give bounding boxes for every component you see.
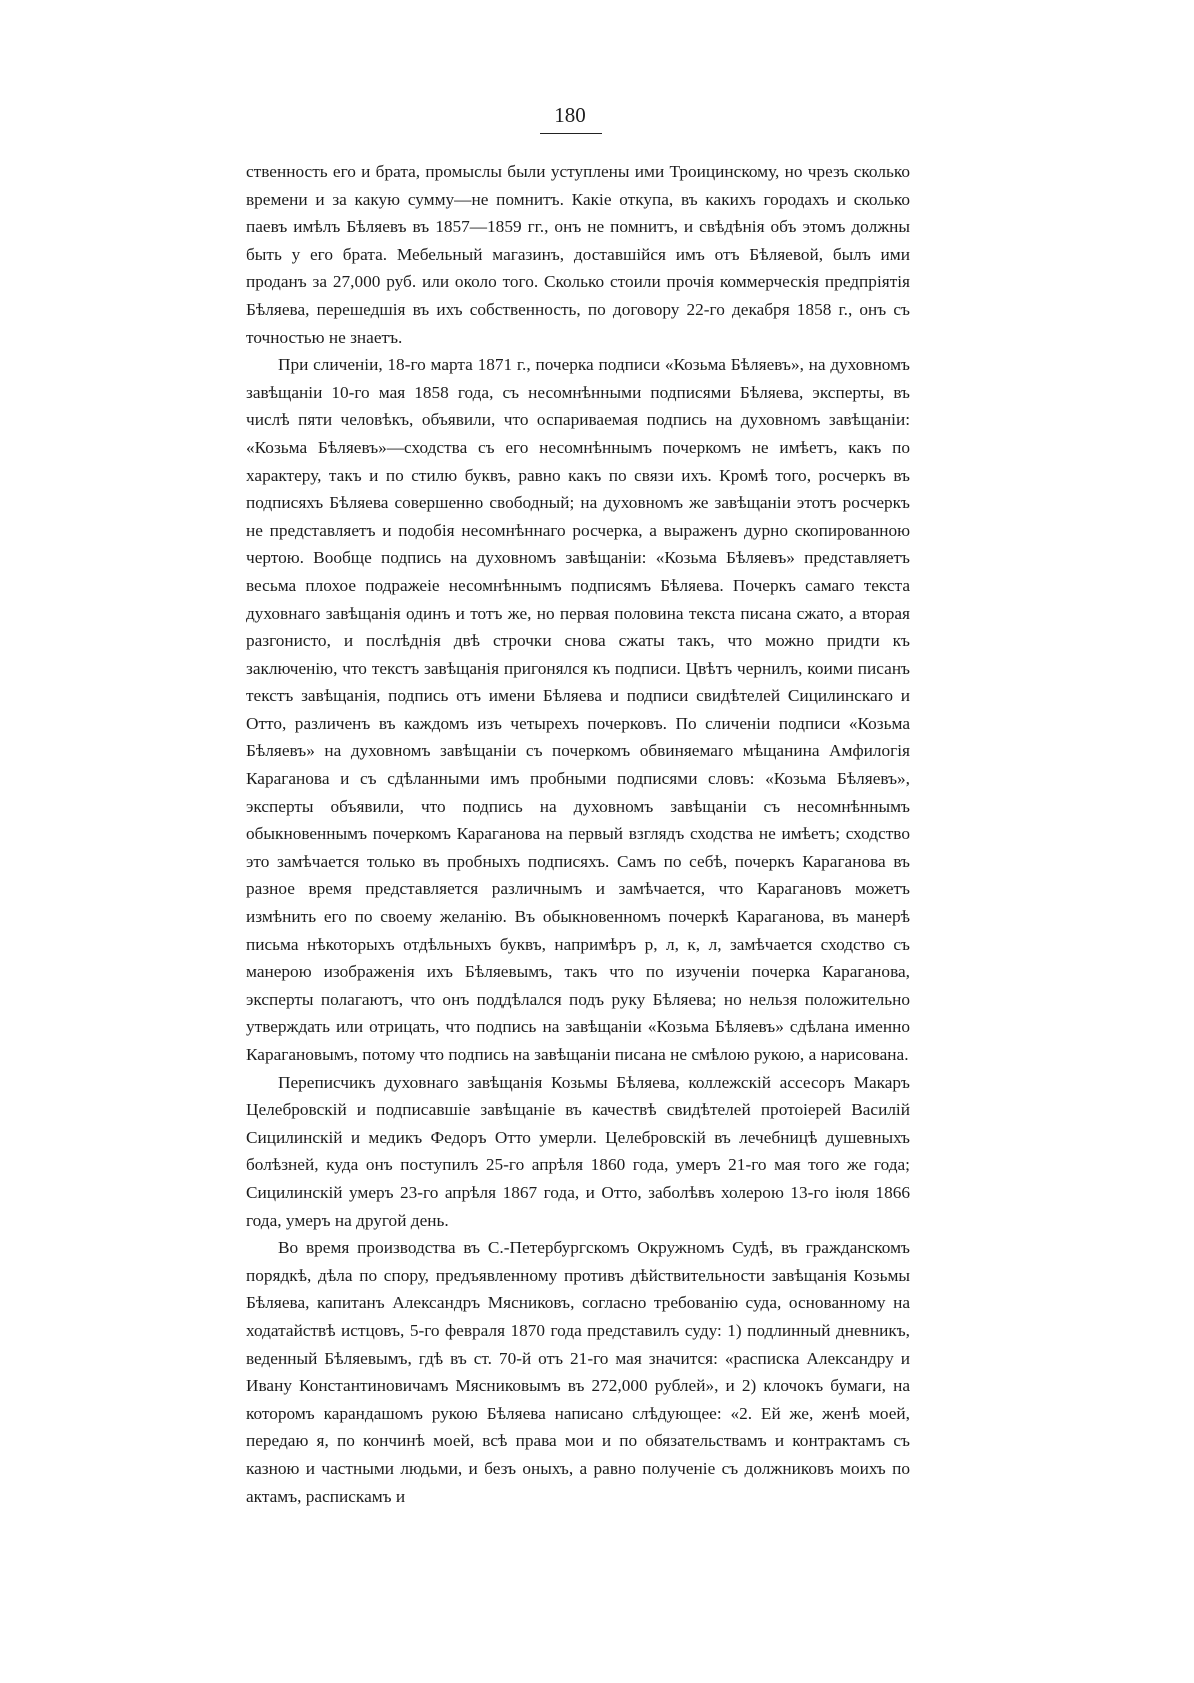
page-number-rule xyxy=(540,133,602,134)
body-text xyxy=(246,158,910,1510)
paragraph-continuation: ственность его и брата, промыслы были уступлены ими Троицинскому, но чрезъ сколько времени и за какую сумму—не помнитъ. Какіе откупа, въ какихъ городахъ и сколько паевъ имѣлъ Бѣляевъ въ 1857—1859 гг., онъ не помнитъ, и свѣдѣнія объ этомъ должны быть у его брата. Мебельный магазинъ, доставшійся имъ отъ Бѣляевой, былъ ими проданъ за 27,000 руб. или около того. Сколько стоили прочія коммерческія предпріятія Бѣляева, перешедшія въ ихъ собственность, по договору 22-го декабря 1858 г., онъ съ точностью не знаетъ. xyxy=(246,162,910,347)
paragraph-signature-comparison: При сличеніи, 18-го марта 1871 г., почерка подписи «Козьма Бѣляевъ», на духовномъ завѣщаніи 10-го мая 1858 года, съ несомнѣнными подписями Бѣляева, эксперты, въ числѣ пяти человѣкъ, объявили, что оспариваемая подпись на духовномъ завѣщаніи: «Козьма Бѣляевъ»—сходства съ его несомнѣннымъ почеркомъ не имѣетъ, какъ по характеру, такъ и по стилю буквъ, равно какъ по связи ихъ. Кромѣ того, росчеркъ въ подписяхъ Бѣляева совершенно свободный; на духовномъ же завѣщаніи этотъ росчеркъ не представляетъ и подобія несомнѣннаго росчерка, а выраженъ дурно скопированною чертою. Вообще подпись на духовномъ завѣщаніи: «Козьма Бѣляевъ» представляетъ весьма плохое подражеіе несомнѣннымъ подписямъ Бѣляева. Почеркъ самаго текста духовнаго завѣщанія одинъ и тотъ же, но первая половина текста писана сжато, а вторая разгонисто, и послѣднія двѣ строчки снова сжаты такъ, что можно придти къ заключенію, что текстъ завѣщанія пригонялся къ подписи. Цвѣтъ чернилъ, коими писанъ текстъ завѣщанія, подпись отъ имени Бѣляева и подписи свидѣтелей Сицилинскаго и Отто, различенъ въ каждомъ изъ четырехъ почерковъ. По сличеніи подписи «Козьма Бѣляевъ» на духовномъ завѣщаніи съ почеркомъ обвиняемаго мѣщанина Амфилогія Караганова и съ сдѣланными имъ пробными подписями словъ: «Козьма Бѣляевъ», эксперты объявили, что подпись на духовномъ завѣщаніи съ несомнѣннымъ обыкновеннымъ почеркомъ Караганова на первый взглядъ сходства не имѣетъ; сходство это замѣчается только въ пробныхъ подписяхъ. Самъ по себѣ, почеркъ Караганова въ разное время представляется различнымъ и замѣчается, что Карагановъ можетъ измѣнить его по своему желанію. Въ обыкновенномъ почеркѣ Караганова, въ манерѣ письма нѣкоторыхъ отдѣльныхъ буквъ, напримѣръ р, л, к, л, замѣчается сходство съ манерою изображенія ихъ Бѣляевымъ, такъ что по изученіи почерка Караганова, эксперты полагаютъ, что онъ поддѣлался подъ руку Бѣляева; но нельзя положительно утверждать или отрицать, что подпись на завѣщаніи «Козьма Бѣляевъ» сдѣлана именно Карагановымъ, потому что подпись на завѣщаніи писана не смѣлою рукою, а нарисована. xyxy=(246,355,910,1064)
page-number: 180 xyxy=(554,103,586,127)
paragraph-witnesses-deceased: Переписчикъ духовнаго завѣщанія Козьмы Бѣляева, коллежскій ассесоръ Макаръ Целебровскій и подписавшіе завѣщаніе въ качествѣ свидѣтелей протоіерей Василій Сицилинскій и медикъ Федоръ Отто умерли. Целебровскій въ лечебницѣ душевныхъ болѣзней, куда онъ поступилъ 25-го апрѣля 1860 года, умеръ 21-го мая того же года; Сицилинскій умеръ 23-го апрѣля 1867 года, и Отто, заболѣвъ холерою 13-го іюля 1866 года, умеръ на другой день. xyxy=(246,1072,910,1230)
paragraph-civil-proceedings: Во время производства въ С.-Петербургскомъ Окружномъ Судѣ, въ гражданскомъ порядкѣ, дѣла по спору, предъявленному противъ дѣйствительности завѣщанія Козьмы Бѣляева, капитанъ Александръ Мясниковъ, согласно требованію суда, основанному на ходатайствѣ истцовъ, 5-го февраля 1870 года представилъ суду: 1) подлинный дневникъ, веденный Бѣляевымъ, гдѣ въ ст. 70-й отъ 21-го мая значится: «расписка Александру и Ивану Константиновичамъ Мясниковымъ въ 272,000 рублей», и 2) клочокъ бумаги, на которомъ карандашомъ рукою Бѣляева написано слѣдующее: «2. Ей же, женѣ моей, передаю я, по кончинѣ моей, всѣ права мои и по обязательствамъ и контрактамъ съ казною и частными людьми, и безъ оныхъ, а равно полученіе съ должниковъ моихъ по актамъ, распискамъ и xyxy=(246,1238,910,1506)
